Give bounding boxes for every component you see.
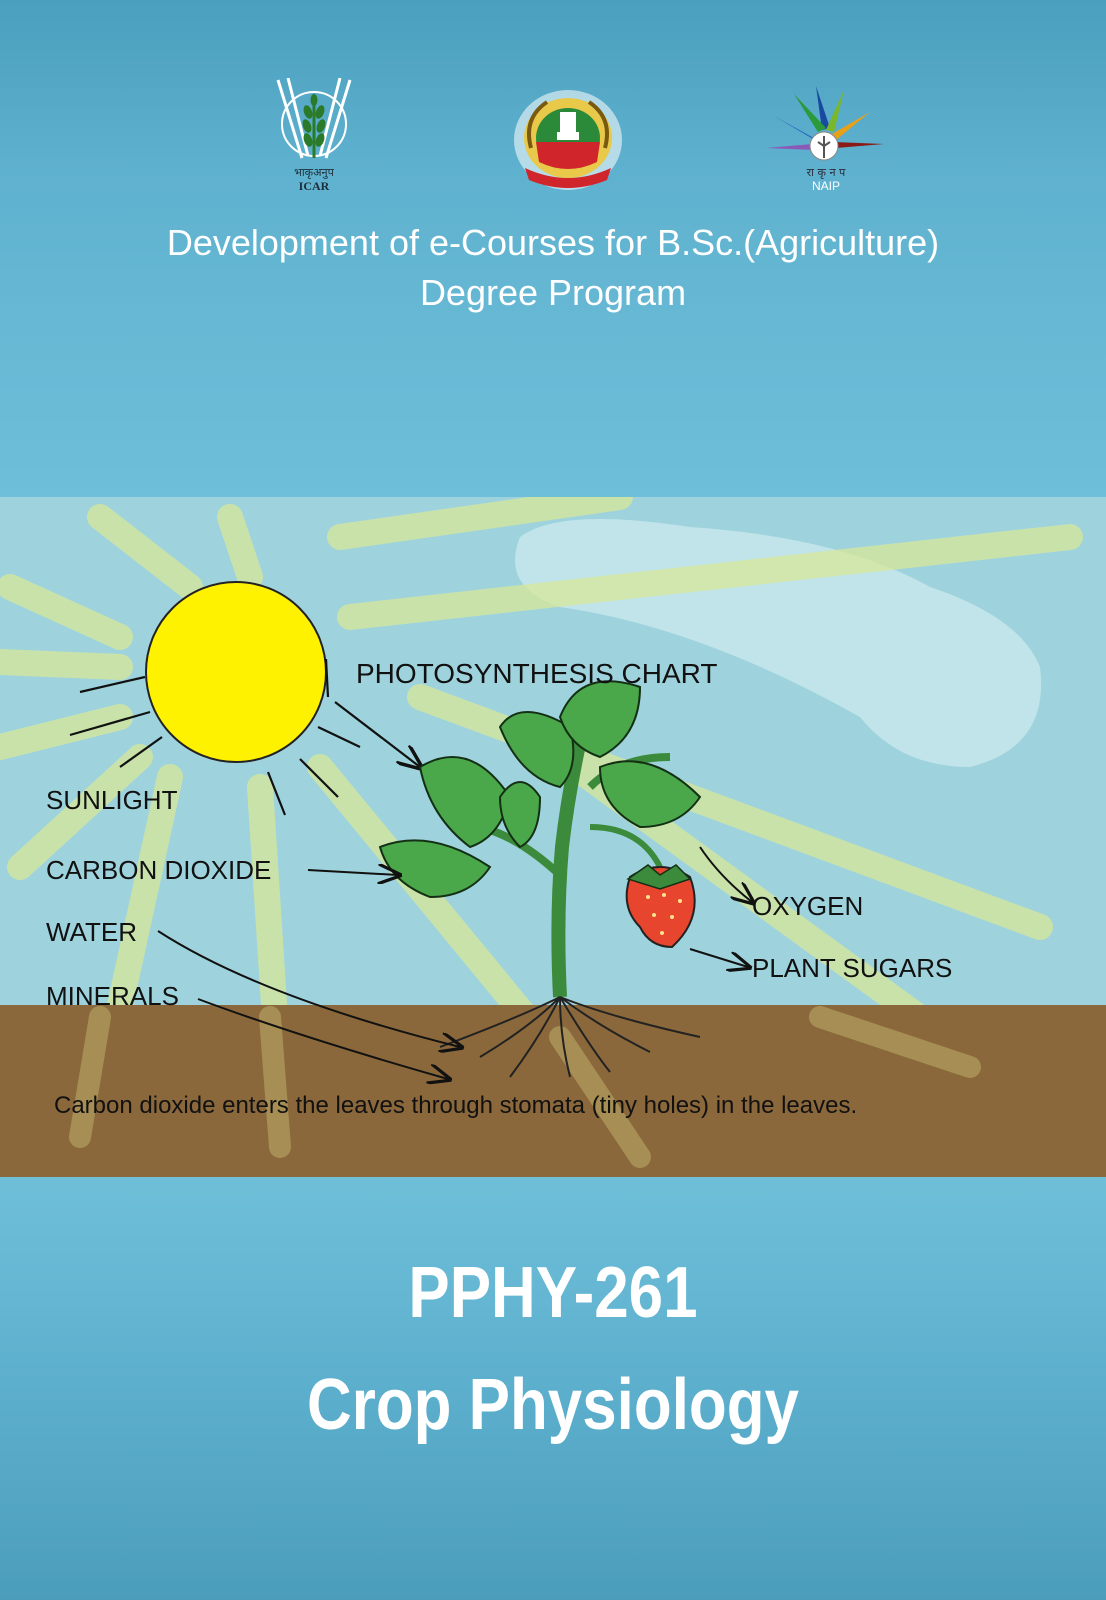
course-code: PPHY-261 (408, 1253, 698, 1333)
label-oxygen: OXYGEN (752, 891, 864, 921)
sun (146, 582, 326, 762)
chart-caption: Carbon dioxide enters the leaves through stomata (tiny holes) in the leaves. (54, 1092, 858, 1119)
chart-title: PHOTOSYNTHESIS CHART (356, 658, 718, 689)
label-plant-sugars: PLANT SUGARS (752, 953, 953, 983)
svg-text:NAIP: NAIP (811, 179, 841, 193)
label-water: WATER (46, 917, 137, 947)
label-sunlight: SUNLIGHT (46, 785, 178, 815)
svg-text:रा कृ न प: रा कृ न प (806, 166, 846, 179)
icar-logo-icon (272, 78, 356, 196)
naip-logo-icon (766, 82, 886, 196)
svg-text:ICAR: ICAR (298, 179, 330, 193)
label-minerals: MINERALS (46, 981, 179, 1011)
university-emblem-logo (513, 88, 623, 192)
label-carbon-dioxide: CARBON DIOXIDE (46, 855, 272, 885)
course-name: Crop Physiology (307, 1365, 799, 1445)
naip-logo (766, 82, 886, 196)
subtitle-line-2: Degree Program (419, 272, 687, 313)
photosynthesis-illustration (0, 497, 1106, 1177)
icar-logo (272, 78, 356, 196)
logo-row (0, 78, 1106, 198)
photosynthesis-chart-image (0, 497, 1106, 1177)
svg-text:भाकृअनुप: भाकृअनुप (294, 166, 334, 179)
university-emblem-icon (513, 88, 623, 192)
subtitle-line-1: Development of e-Courses for B.Sc.(Agriculture) (166, 222, 940, 263)
